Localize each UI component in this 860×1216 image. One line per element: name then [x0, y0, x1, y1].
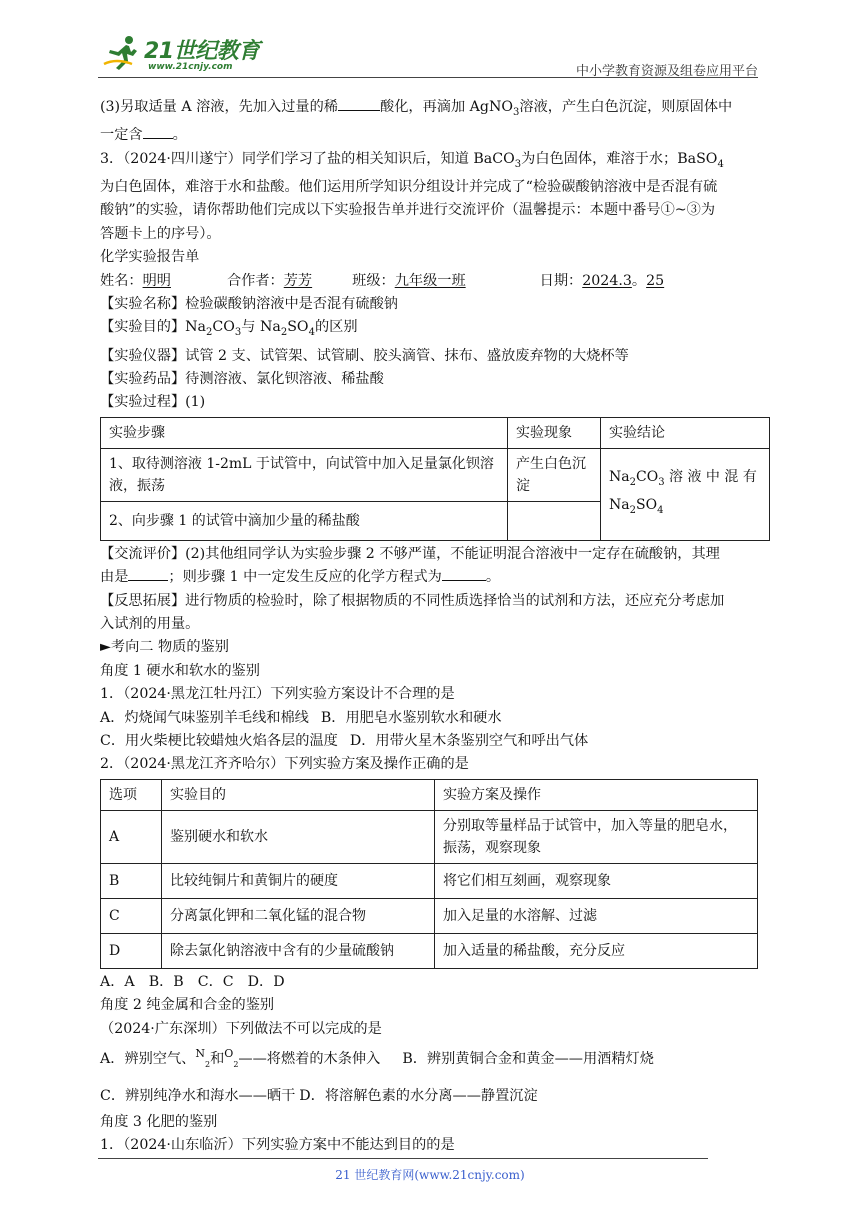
table-row: B 比较纯铜片和黄铜片的硬度 将它们相互刻画，观察现象: [101, 863, 758, 898]
table-row: D 除去氯化钠溶液中含有的少量硫酸钠 加入适量的稀盐酸，充分反应: [101, 933, 758, 968]
answer-blank: [338, 96, 380, 111]
q2-choices: A．A B．B C．C D．D: [100, 973, 285, 990]
angle-heading: 角度 1 硬水和软水的鉴别: [100, 662, 260, 679]
exp-instruments: 【实验仪器】试管 2 支、试管架、试管刷、胶头滴管、抹布、盛放废弃物的大烧杯等: [100, 347, 629, 364]
option-d: D．用带火星木条鉴别空气和呼出气体: [349, 733, 589, 750]
option-b: B．用肥皂水鉴别软水和硬水: [320, 709, 502, 726]
page-header: [98, 30, 758, 80]
angle-heading: 角度 3 化肥的鉴别: [100, 1113, 218, 1130]
class-value: 九年级一班: [394, 272, 466, 289]
q-part3: (3)另取适量 A 溶液，先加入过量的稀 酸化，再滴加 AgNO$_3$溶液，产生白色沉淀，则原固体中: [100, 96, 770, 124]
name-value: 明明: [142, 272, 171, 289]
exp-name: 【实验名称】检验碳酸钠溶液中是否混有硫酸钠: [100, 295, 398, 312]
answer-blank: [143, 124, 173, 139]
options-table: [100, 779, 758, 969]
table-row: A 鉴别硬水和软水 分别取等量样品于试管中，加入等量的肥皂水，振荡，观察现象: [101, 810, 758, 863]
option-a: A．灼烧闻气味鉴别羊毛线和棉线: [100, 709, 309, 726]
exp-purpose: 【实验目的】$Na_2CO_3$与 $Na_2SO_4$的区别: [100, 319, 358, 339]
document-body: (3)另取适量 A 溶液，先加入过量的稀 酸化，再滴加 AgNO$_3$溶液，产生白色沉淀，则原固体中 一定含 。 3．（2024·四川遂宁）同学们学习了盐的相关知识后，知道 BaCO$_3$为白色固体，难溶于水；BaSO$_4$ 为白色固体，难溶于水和盐酸。他们运用所学知识分组设计并完成了“检验碳酸钠溶液中是否混有硫 酸钠”的实验，请你帮助他们完成以下实验报告单并进行交流评价（温馨提示：本题中番号①~③为 答题卡上的序号）。 化学实验报告单 姓名：明明 合作者：芳芳 班级：九年级一班 日期：2024.3。25 【实验名称】检验碳酸钠溶液中是否混有硫酸钠 【实验目的】$Na_2CO_3$与 $Na_2SO_4$的区别 【实验仪器】试管 2 支、试管架、试管刷、胶头滴管、抹布、盛放废弃物的大烧杯等 【实验药品】待测溶液、氯化钡溶液、稀盐酸 【实验过程】(1) 实验步骤 实验现象 实验结论 1、取待测溶液 1-2mL 于试管中，向试管中加入足量氯化钡溶液，振荡 产生白色沉淀 $Na_2CO_3$ 溶 液 中 混 有 $Na_2SO_4$ 2、向步骤 1 的试管中滴加少量的稀盐酸 【交流评价】(2)其他组同学认为实验步骤 2 不够严谨，不能证明混合溶液中一定存在硫酸钠，其理 由是 ；则步骤 1 中一定发生反应的化学方程式为 。 【反思拓展】进行物质的检验时，除了根据物质的不同性质选择恰当的试剂和方法，还应充分考虑加 入试剂的用量。 ►考向二 物质的鉴别 角度 1 硬水和软水的鉴别 1．（2024·黑龙江牡丹江）下列实验方案设计不合理的是 A．灼烧闻气味鉴别羊毛线和棉线 B．用肥皂水鉴别软水和硬水 C．用火柴梗比较蜡烛火焰各层的温度 D．用带火星木条鉴别空气和呼出气体 2．（2024·黑龙江齐齐哈尔）下列实验方案及操作正确的是 选项 实验目的 实验方案及操作 A 鉴别硬水和软水 分别取等量样品于试管中，加入等量的肥皂水，振荡，观察现象 B 比较纯铜片和黄铜片的硬度 将它们相互刻画，观察现象 C 分离氯化钾和二氧化锰的混合物 加入足量的水溶解、过滤 D 除去氯化钠溶液中含有的少量硫酸钠 加入适量的稀盐酸，充分反应 A．A B．B C．C D．D 角度 2 纯金属和合金的鉴别 （2024·广东深圳）下列做法不可以完成的是 A．辨别空气、$^N_2$和$^O_2$——将燃着的木条伸入 B．辨别黄铜合金和黄金——用酒精灯烧 C．辨别纯净水和海水——晒干 D．将溶解色素的水分离——静置沉淀 角度 3 化肥的鉴别 1．（2024·山东临沂）下列实验方案中不能达到目的的是: [100, 96, 770, 1158]
report-info-line: 姓名：明明 合作者：芳芳 班级：九年级一班 日期：2024.3。25: [100, 272, 665, 289]
logo: [98, 30, 268, 76]
logo-site: www.21cnjy.com: [148, 62, 233, 72]
experiment-table: [100, 417, 770, 541]
conclusion-cell: $Na_2CO_3$ 溶 液 中 混 有 $Na_2SO_4$: [601, 448, 770, 540]
footer-link[interactable]: 21 世纪教育网(www.21cnjy.com): [335, 1168, 525, 1182]
header-divider: [98, 77, 758, 78]
table-header-row: 实验步骤 实验现象 实验结论: [101, 417, 770, 448]
angle-heading: 角度 2 纯金属和合金的鉴别: [100, 997, 275, 1014]
exp-reflection: 【反思拓展】进行物质的检验时，除了根据物质的不同性质选择恰当的试剂和方法，还应充分考虑加: [100, 592, 725, 609]
runner-logo-icon: [102, 34, 142, 72]
section-title: ►考向二 物质的鉴别: [100, 639, 229, 656]
report-title: 化学实验报告单: [100, 249, 200, 266]
question-3: 3．（2024·四川遂宁）同学们学习了盐的相关知识后，知道 BaCO$_3$为白色固体，难溶于水；BaSO$_4$: [100, 150, 724, 170]
logo-brand: 21世纪教育: [144, 39, 260, 64]
exp-reagents: 【实验药品】待测溶液、氯化钡溶液、稀盐酸: [100, 370, 384, 387]
partner-value: 芳芳: [283, 272, 313, 289]
exp-process: 【实验过程】(1): [100, 394, 206, 411]
question-1: 1．（2024·黑龙江牡丹江）下列实验方案设计不合理的是: [100, 686, 455, 703]
table-row: C 分离氯化钾和二氧化锰的混合物 加入足量的水溶解、过滤: [101, 898, 758, 933]
answer-blank: [128, 566, 168, 581]
option-c: C．用火柴梗比较蜡烛火焰各层的温度: [100, 733, 338, 750]
table-row: 2、向步骤 1 的试管中滴加少量的稀盐酸: [101, 501, 770, 540]
question-2: 2．（2024·黑龙江齐齐哈尔）下列实验方案及操作正确的是: [100, 756, 469, 773]
answer-blank: [442, 566, 486, 581]
question-3b: （2024·广东深圳）下列做法不可以完成的是: [100, 1020, 382, 1037]
exp-evaluation: 【交流评价】(2)其他组同学认为实验步骤 2 不够严谨，不能证明混合溶液中一定存在硫酸钠，其理: [100, 545, 720, 562]
table-header-row: 选项 实验目的 实验方案及操作: [101, 779, 758, 810]
table-row: 1、取待测溶液 1-2mL 于试管中，向试管中加入足量氯化钡溶液，振荡 产生白色沉淀 $Na_2CO_3$ 溶 液 中 混 有 $Na_2SO_4$: [101, 448, 770, 501]
question-4: 1．（2024·山东临沂）下列实验方案中不能达到目的的是: [100, 1137, 455, 1154]
platform-name: 中小学教育资源及组卷应用平台: [575, 64, 758, 79]
footer-divider: [98, 1158, 708, 1159]
